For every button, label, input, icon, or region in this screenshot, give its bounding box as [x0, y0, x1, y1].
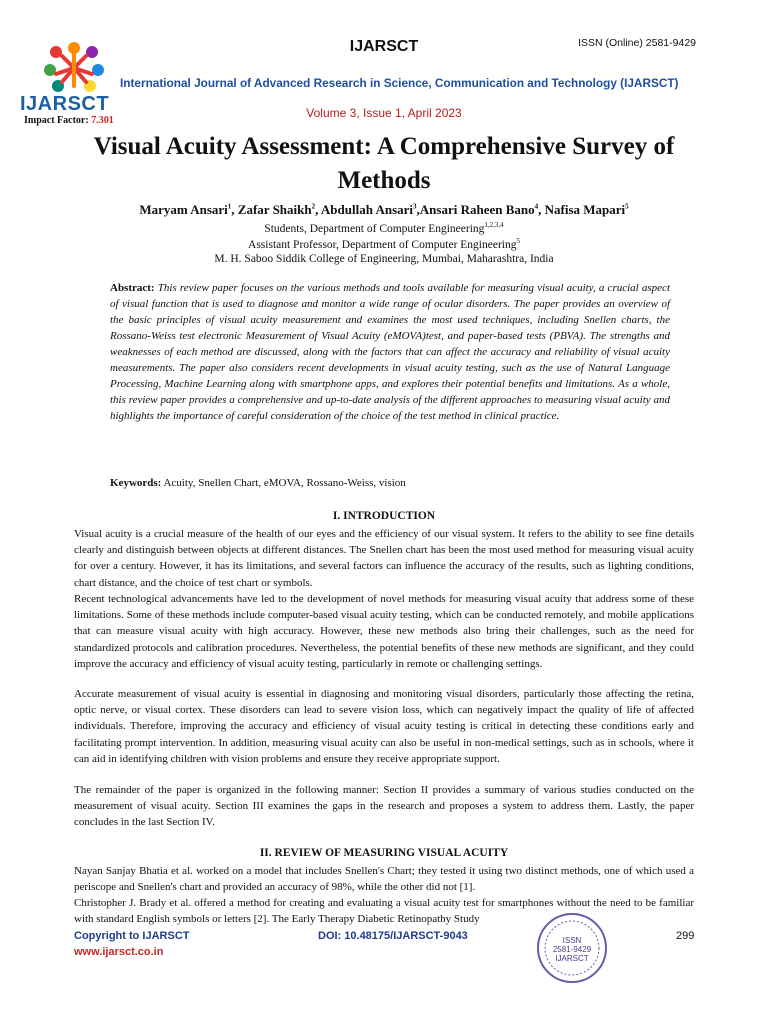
paper-title: Visual Acuity Assessment: A Comprehensive Survey of Methods [93, 133, 675, 194]
footer-copyright: Copyright to IJARSCT [74, 930, 190, 942]
journal-abbreviation: IJARSCT [349, 38, 419, 55]
author: Nafisa Mapari [544, 202, 626, 217]
paragraph: Visual acuity is a crucial measure of the health of our eyes and the efficiency of our visual system. It refers to the ability to see fine details clearly and distinguish between objects at different distances. The Snellen chart has been the most used method for measuring visual acuity for over a century. However, it has its limitations, and several factors can influence the accuracy of the results, such as lighting conditions, chart distance, and the choice of test chart or symbols. [74, 528, 694, 589]
paragraph: Nayan Sanjay Bhatia et al. worked on a model that includes Snellen's Chart; they tested it using two distinct methods, one of which used a periscope and Snellen's chart and provided an accuracy of 98%, while the other did not [1]. [74, 865, 694, 894]
author: Maryam Ansari [139, 202, 228, 217]
seal-line: ISSN [562, 936, 582, 945]
author-list: Maryam Ansari$^1$, Zafar Shaikh$^2$, Abdullah Ansari$^3$,Ansari Raheen Bano$^4$, Nafisa Mapari$^5$ [139, 202, 629, 217]
paragraph: Recent technological advancements have led to the development of novel methods for measuring visual acuity that address some of these limitations. Some of these methods include computer-based visual acuity testing, which can be conducted remotely, and mobile applications that can measure visual acuity with high accuracy. However, these new methods also bring their challenges, such as the need for standardized protocols and calibration procedures. Nevertheless, the potential benefits of these new methods are significant, and they could improve the accuracy and efficiency of visual acuity testing, particularly in remote or challenging settings. [74, 593, 694, 670]
author: Zafar Shaikh [237, 202, 312, 217]
seal-line: 2581-9429 [552, 945, 592, 954]
impact-factor: Impact Factor: 7.301 [24, 115, 114, 126]
author: Ansari Raheen Bano [419, 202, 535, 217]
logo-wordmark: IJARSCT [20, 93, 110, 115]
journal-full-name: International Journal of Advanced Research in Science, Communication and Technology (IJARSCT) [120, 76, 679, 90]
section-heading-review: II. REVIEW OF MEASURING VISUAL ACUITY [259, 847, 509, 859]
seal-line: IJARSCT [555, 954, 589, 963]
author: Abdullah Ansari [320, 202, 414, 217]
affiliation-professor: Assistant Professor, Department of Computer Engineering$^5$ [248, 237, 520, 251]
page-number: 299 [676, 930, 695, 942]
paragraph: Accurate measurement of visual acuity is essential in diagnosing and monitoring visual disorders, particularly those affecting the retina, optic nerve, or visual cortex. These disorders can lead to severe vision loss, which can negatively impact the quality of life of affected individuals. Therefore, improving the accuracy and efficiency of visual acuity testing is critical in detecting these conditions early and facilitating prompt intervention. In addition, measuring visual acuity can also be useful in non-medical settings, such as in schools, where it can aid in identifying children with vision problems and ensure they receive appropriate support. [74, 688, 694, 765]
section-heading-introduction: I. INTRODUCTION [332, 510, 436, 522]
footer-website-link[interactable]: www.ijarsct.co.in [74, 946, 164, 958]
volume-issue: Volume 3, Issue 1, April 2023 [306, 106, 462, 120]
footer-doi: DOI: 10.48175/IJARSCT-9043 [318, 930, 468, 942]
paragraph: Christopher J. Brady et al. offered a method for creating and evaluating a visual acuity test for smartphones without the need to be familiar with standard English symbols or letters [2]. The Early Therapy Diabetic Retinopathy Study [74, 897, 694, 926]
affiliation-students: Students, Department of Computer Engineering$^{1,2,3,4}$ [264, 221, 504, 235]
affiliation-college: M. H. Saboo Siddik College of Engineering, Mumbai, Maharashtra, India [214, 253, 554, 265]
paragraph: The remainder of the paper is organized in the following manner: Section II provides a summary of various studies conducted on the measurement of visual acuity. Section III examines the gaps in the research and proposes a system to address them. Lastly, the paper concludes in the last Section IV. [74, 784, 694, 829]
issn-label: ISSN (Online) 2581-9429 [578, 37, 696, 49]
keywords: Keywords: Acuity, Snellen Chart, eMOVA, Rossano-Weiss, vision [110, 477, 406, 489]
abstract: Abstract: This review paper focuses on the various methods and tools available for measuring visual acuity, a crucial aspect of visual function that is used to diagnose and monitor a wide range of ocular disorders. The paper provides an overview of the basic principles of visual acuity measurement and examines the most used techniques, including Snellen charts, the Rossano-Weiss test electronic Measurement of Visual Acuity (eMOVA)test, and paper-based tests (PBVA). The strengths and weaknesses of each method are discussed, along with the factors that can affect the accuracy and reliability of visual acuity measurements. The paper also considers recent developments in visual acuity testing, such as the use of Natural Language Processing, Machine Learning along with smartphone apps, and explores their potential benefits and limitations. As a whole, this review paper provides a comprehensive and up-to-date analysis of the different approaches to measuring visual acuity and highlights the importance of careful consideration of the choice of the test method in clinical practice. [110, 282, 670, 422]
